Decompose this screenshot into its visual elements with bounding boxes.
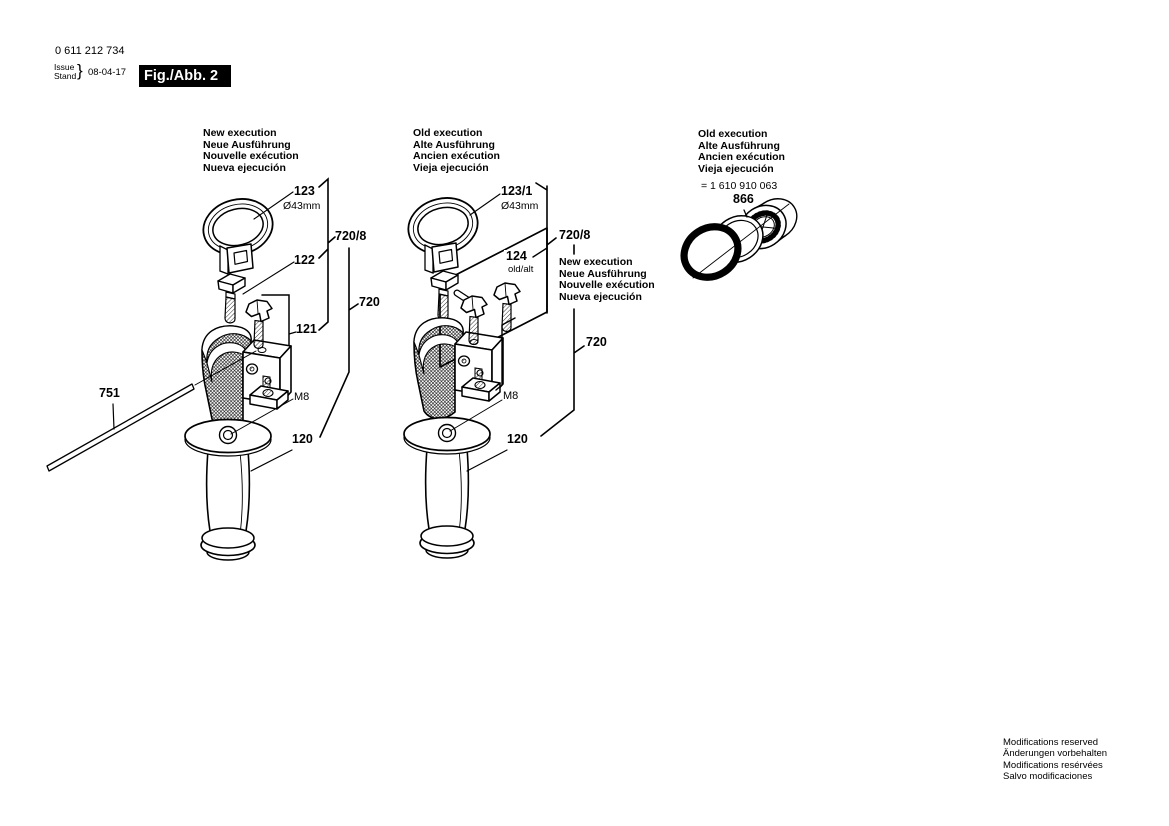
part-label-123: 123 bbox=[294, 184, 315, 198]
left-header-line-de: Neue Ausführung bbox=[203, 138, 291, 151]
footer-line-en: Modifications reserved bbox=[1003, 737, 1099, 748]
reference-number: = 1 610 910 063 bbox=[701, 180, 778, 192]
issue-label-de: Stand bbox=[54, 71, 77, 82]
middle-group-drawing bbox=[402, 183, 584, 558]
part-label-720-8-middle: 720/8 bbox=[559, 228, 591, 242]
part-label-720-middle: 720 bbox=[586, 335, 607, 349]
order-number: 0 611 212 734 bbox=[55, 45, 125, 57]
part-label-120-middle: 120 bbox=[507, 432, 528, 446]
part-label-123-1-diameter: Ø43mm bbox=[501, 200, 539, 212]
right-header-line-fr: Ancien exécution bbox=[698, 151, 785, 164]
part-label-123-1: 123/1 bbox=[501, 184, 533, 198]
part-label-866: 866 bbox=[733, 192, 754, 206]
left-header-line-en: New execution bbox=[203, 127, 277, 139]
left-group-drawing bbox=[47, 179, 358, 560]
thread-label-m8-middle: M8 bbox=[503, 390, 519, 402]
part-label-120-left: 120 bbox=[292, 432, 313, 446]
left-header-line-es: Nueva ejecución bbox=[203, 161, 286, 174]
middle-subheader-line-es: Nueva ejecución bbox=[559, 290, 642, 303]
middle-header-line-de: Alte Ausführung bbox=[413, 138, 495, 151]
middle-group-subheader bbox=[559, 257, 655, 303]
middle-header-line-en: Old execution bbox=[413, 127, 483, 139]
issue-label-en: Issue bbox=[54, 62, 75, 72]
part-label-751: 751 bbox=[99, 386, 120, 400]
part-label-124: 124 bbox=[506, 249, 527, 263]
footer-line-de: Änderungen vorbehalten bbox=[1003, 748, 1108, 760]
left-group-header bbox=[203, 128, 299, 174]
part-label-121: 121 bbox=[296, 322, 317, 336]
right-group-header bbox=[698, 129, 785, 175]
middle-subheader-line-fr: Nouvelle exécution bbox=[559, 279, 655, 292]
part-label-122: 122 bbox=[294, 253, 315, 267]
footer-line-fr: Modifications resérvées bbox=[1003, 759, 1103, 771]
middle-header-line-fr: Ancien exécution bbox=[413, 150, 500, 163]
middle-subheader-line-de: Neue Ausführung bbox=[559, 267, 647, 280]
figure-label: Fig./Abb. 2 bbox=[139, 65, 231, 87]
modifications-footer bbox=[1003, 737, 1107, 783]
left-header-line-fr: Nouvelle exécution bbox=[203, 150, 299, 163]
middle-header-line-es: Vieja ejecución bbox=[413, 161, 489, 174]
middle-subheader-line-en: New execution bbox=[559, 256, 633, 268]
footer-line-es: Salvo modificaciones bbox=[1003, 771, 1093, 783]
right-header-line-es: Vieja ejecución bbox=[698, 162, 774, 175]
part-label-123-diameter: Ø43mm bbox=[283, 200, 321, 212]
issue-brace: } bbox=[77, 61, 83, 80]
right-header-line-en: Old execution bbox=[698, 128, 768, 140]
part-label-124-note: old/alt bbox=[508, 264, 534, 275]
middle-group-header bbox=[413, 128, 500, 174]
right-header-line-de: Alte Ausführung bbox=[698, 139, 780, 152]
part-label-720-8-left: 720/8 bbox=[335, 229, 367, 243]
part-label-720-left: 720 bbox=[359, 295, 380, 309]
thread-label-m8-left: M8 bbox=[294, 391, 310, 403]
issue-date: 08-04-17 bbox=[88, 67, 127, 78]
issue-label bbox=[54, 63, 76, 82]
